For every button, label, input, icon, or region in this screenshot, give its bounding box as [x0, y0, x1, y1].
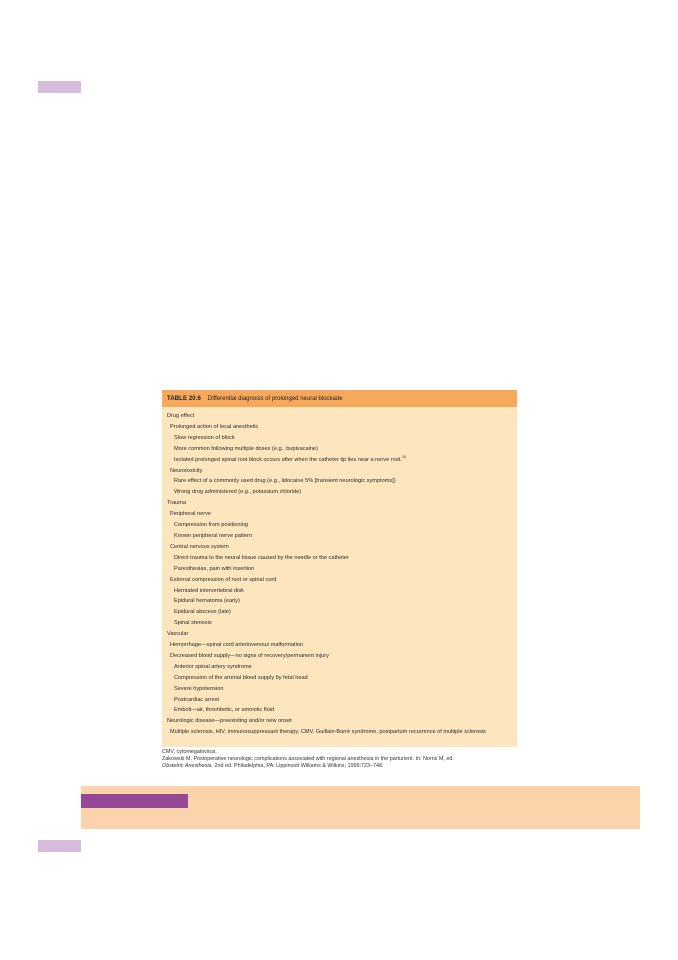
table-row: [162, 727, 517, 738]
table-row: [162, 455, 517, 466]
table-row-text: Trauma: [167, 500, 187, 507]
source-book-title: Obstetric Anesthesia.: [162, 763, 214, 770]
table-row-text: Epidural hematoma (early): [174, 598, 240, 605]
table-row-text: Compression of the arterial blood supply by fetal head: [174, 674, 308, 681]
table-row-text: Neurotoxicity: [170, 467, 203, 474]
table-header: [162, 390, 517, 407]
table-row: [162, 498, 517, 509]
table-row: [162, 607, 517, 618]
abbreviation-note: CMV, cytomegalovirus.: [162, 749, 217, 755]
table-row: [162, 553, 517, 564]
table-title: Differential diagnosis of prolonged neural blockade: [207, 395, 343, 402]
table-row: [162, 716, 517, 727]
table-row: [162, 673, 517, 684]
table-row-text: Anterior spinal artery syndrome: [174, 663, 252, 670]
table-row: [162, 662, 517, 673]
section-marker-top: [38, 81, 81, 93]
section-marker-bottom: [38, 840, 81, 852]
reference-superscript: 34: [401, 454, 406, 459]
table-row: [162, 705, 517, 716]
table-row-text: Paresthesias, pain with insertion: [174, 565, 255, 572]
table-row: [162, 487, 517, 498]
table-row: [162, 411, 517, 422]
source-citation: [162, 756, 522, 770]
table-row: [162, 629, 517, 640]
table-number: TABLE 20.6: [167, 395, 201, 402]
table-row: [162, 564, 517, 575]
table-row: [162, 433, 517, 444]
table-row: [162, 476, 517, 487]
table-row-text: Spinal stenosis: [174, 620, 212, 627]
table-row-text: Peripheral nerve: [170, 511, 212, 518]
table-row-text: Multiple sclerosis, HIV, immunosuppressant therapy, CMV, Guillain-Barré syndrome, postpartum recurrence of multiple sclerosis: [170, 728, 486, 735]
table-row-text: Isolated prolonged spinal root block occurs after when the catheter tip lies near a nerve root.: [174, 456, 402, 463]
table-row-text: Neurologic disease—preexisting and/or new onset: [167, 718, 292, 725]
table-row: [162, 509, 517, 520]
table-row-text: Known peripheral nerve pattern: [174, 532, 253, 539]
table-footnotes: [162, 749, 522, 771]
table-row-text: Postcardiac arrest: [174, 696, 220, 703]
source-text-b: 2nd ed. Philadelphia, PA: Lippincott Williams & Wilkins; 1999:723–748.: [213, 763, 384, 770]
table-row-text: Drug effect: [167, 413, 195, 419]
table-row-text: Vascular: [167, 631, 189, 638]
table-row: [162, 684, 517, 695]
table-row: [162, 444, 517, 455]
table-row: [162, 651, 517, 662]
source-text-a: Zakowski M. Postoperative neurologic complications associated with regional anesthesia in the parturient. In: Norris M, ed.: [162, 756, 454, 763]
table-row-text: Decreased blood supply—no signs of recovery/permanent injury: [170, 652, 329, 659]
callout-box: [81, 786, 640, 829]
table-row: [162, 695, 517, 706]
table-row-text: Herniated intervertebral disk: [174, 587, 244, 594]
table-row-text: External compression of root or spinal cord: [170, 576, 277, 583]
table-row-text: Direct trauma to the neural tissue caused by the needle or the catheter: [174, 554, 349, 561]
table-body: [162, 407, 517, 738]
differential-diagnosis-table: [162, 390, 517, 747]
table-row: [162, 520, 517, 531]
table-row-text: Prolonged action of local anesthetic: [170, 423, 259, 430]
table-row-text: Rare effect of a commonly used drug (e.g., lidocaine 5% [transient neurologic symptoms]): [174, 478, 396, 485]
table-row: [162, 542, 517, 553]
table-row: [162, 422, 517, 433]
table-row-text: Wrong drug administered (e.g., potassium chloride): [174, 489, 302, 496]
table-row: [162, 531, 517, 542]
callout-tab: [81, 794, 188, 808]
table-row-text: Hemorrhage—spinal cord arteriovenous malformation: [170, 642, 304, 649]
table-row-text: Slow regression of block: [174, 434, 235, 441]
table-row-text: Epidural abscess (late): [174, 609, 231, 616]
table-row-text: More common following multiple doses (e.g., bupivacaine): [174, 445, 318, 452]
table-row-text: Emboli—air, thrombotic, or amniotic fluid: [174, 707, 275, 714]
table-row-text: Compression from positioning: [174, 522, 248, 529]
table-row: [162, 575, 517, 586]
table-row: [162, 640, 517, 651]
table-row-text: Severe hypotension: [174, 685, 224, 692]
table-row: [162, 596, 517, 607]
table-row-text: Central nervous system: [170, 543, 229, 550]
table-row: [162, 466, 517, 477]
table-row: [162, 618, 517, 629]
table-row: [162, 586, 517, 597]
